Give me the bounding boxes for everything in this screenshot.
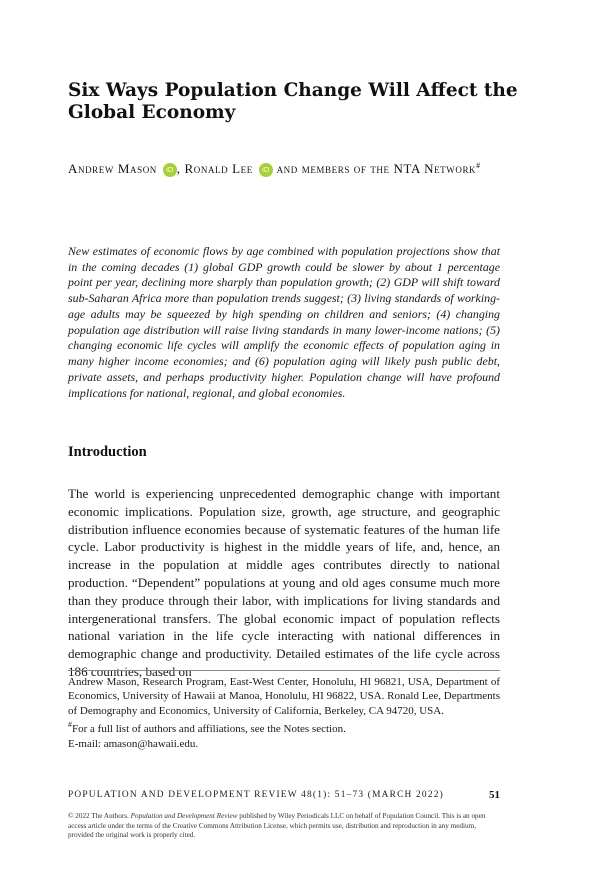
- abstract: New estimates of economic flows by age combined with population projections show that in the coming decades (1) global GDP growth could be slower by about 1 percentage point per year, declining more sharply than population growth; (2) GDP will shift toward sub-Saharan Africa more than population trends suggest; (3) living standards of working-age adults may be squeezed by high spending on children and seniors; (4) changing population age distribution will raise living standards in many lower-income nations; (5) changing economic life cycles will amplify the economic effects of population aging in many higher income economies; and (6) population aging will likely push public debt, private assets, and perhaps productivity higher. Population change will have profound implications for national, regional, and global economies.: [68, 243, 500, 400]
- license-text: published by Wiley Periodicals LLC on behalf of Population Council. This is an open access article under the terms of the Creative Commons Attribution License, which permits use, distribution and reproduction in any medium, provided the original work is properly cited.: [68, 812, 486, 840]
- authors-note: [68, 718, 500, 736]
- author-group: and members of the NTA Network: [276, 161, 477, 176]
- footnotes: [68, 675, 500, 751]
- license-copyright: © 2022 The Authors.: [68, 812, 131, 820]
- affiliation-marker: #: [476, 161, 481, 170]
- body-paragraph: The world is experiencing unprecedented demographic change with important economic implications. Population size, growth, age structure, and geographic distribution influence economies because of systematic features of the human life cycle. Labor productivity is highest in the middle years of life, and, hence, an increase in the population at middle ages contributes directly to national production. “Dependent” populations at young and old ages consume much more than they produce through their labor, with implications for living standards and intergenerational transfers. The global economic impact of population reflects national variation in the life cycle interacting with national differences in demographic change and productivity. Detailed estimates of the life cycle across 186 countries, based on: [68, 486, 500, 680]
- section-heading: Introduction: [68, 444, 147, 460]
- email-note[interactable]: E-mail: amason@hawaii.edu.: [68, 737, 199, 750]
- footnote-divider: [68, 670, 500, 671]
- article-title: Six Ways Population Change Will Affect the Global Economy: [68, 80, 518, 123]
- affiliation-marker: #: [68, 720, 72, 730]
- affiliations-note: Andrew Mason, Research Program, East-West Center, Honolulu, HI 96821, USA, Department of Economics, University of Hawaii at Manoa, Honolulu, HI 96822, USA. Ronald Lee, Departments of Demography and Economics, University of California, Berkeley, CA 94720, USA.: [68, 676, 500, 717]
- author-list: [68, 156, 508, 179]
- running-footer: POPULATION AND DEVELOPMENT REVIEW 48(1): 51–73 (MARCH 2022): [68, 790, 444, 800]
- license-journal-name: Population and Development Review: [130, 812, 238, 820]
- license-notice: [68, 812, 500, 841]
- author-name[interactable]: Ronald Lee: [184, 161, 253, 176]
- orcid-icon[interactable]: iD: [259, 163, 273, 177]
- notes-reference: For a full list of authors and affiliations, see the Notes section.: [72, 723, 346, 736]
- page-number: 51: [489, 789, 500, 801]
- author-name[interactable]: Andrew Mason: [68, 161, 157, 176]
- author-separator: ,: [176, 161, 181, 176]
- orcid-icon[interactable]: iD: [163, 163, 177, 177]
